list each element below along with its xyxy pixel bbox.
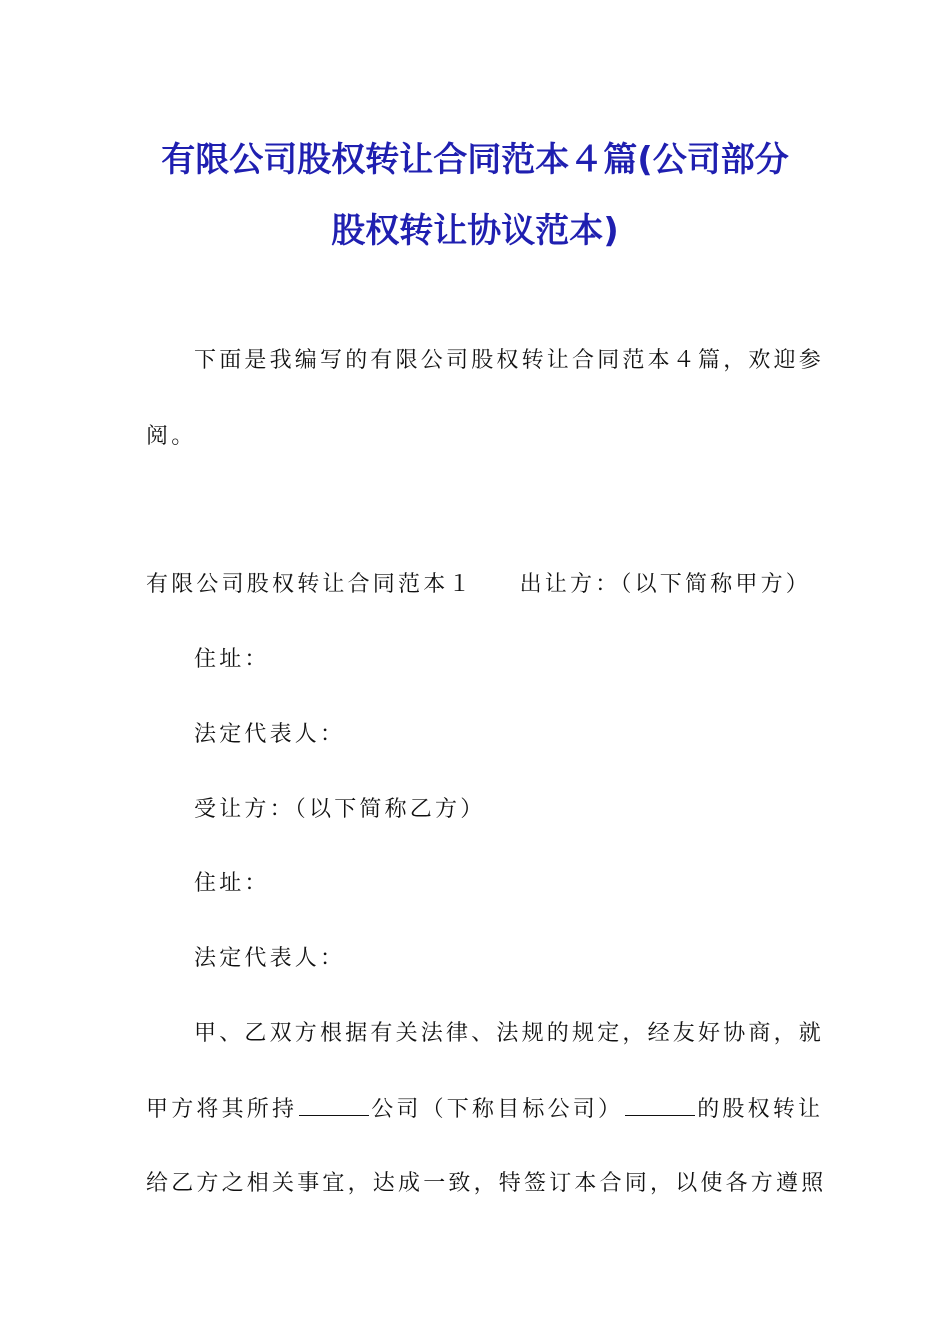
- transferor-address: 住址：: [194, 647, 270, 672]
- paragraph-line-2: [146, 1092, 823, 1123]
- section-1-heading: 有限公司股权转让合同范本１: [146, 572, 474, 597]
- paragraph-line-2-part-b: 公司（下称目标公司）: [371, 1097, 624, 1122]
- paragraph-line-2-part-c: 的股权转让: [697, 1097, 824, 1122]
- blank-field-company: [299, 1113, 369, 1116]
- transferor-label: 出让方：（以下简称甲方）: [519, 572, 812, 597]
- paragraph-line-2-part-a: 甲方将其所持: [146, 1097, 298, 1122]
- section-1-heading-row: [146, 567, 811, 598]
- document-title-line-1: 有限公司股权转让合同范本４篇(公司部分: [161, 140, 789, 180]
- blank-field-share: [625, 1113, 695, 1116]
- paragraph-line-1: 甲、乙双方根据有关法律、法规的规定，经友好协商，就: [194, 1021, 825, 1046]
- transferee-label: 受让方：（以下简称乙方）: [194, 797, 486, 822]
- transferor-representative: 法定代表人：: [194, 722, 346, 747]
- transferee-representative: 法定代表人：: [194, 946, 346, 971]
- paragraph-line-3: 给乙方之相关事宜，达成一致，特签订本合同，以使各方遵照: [146, 1171, 827, 1196]
- intro-line-1: 下面是我编写的有限公司股权转让合同范本４篇，欢迎参: [194, 348, 825, 373]
- document-title-line-2: 股权转让协议范本): [331, 211, 619, 251]
- transferee-address: 住址：: [194, 871, 270, 896]
- intro-line-2: 阅。: [146, 424, 197, 449]
